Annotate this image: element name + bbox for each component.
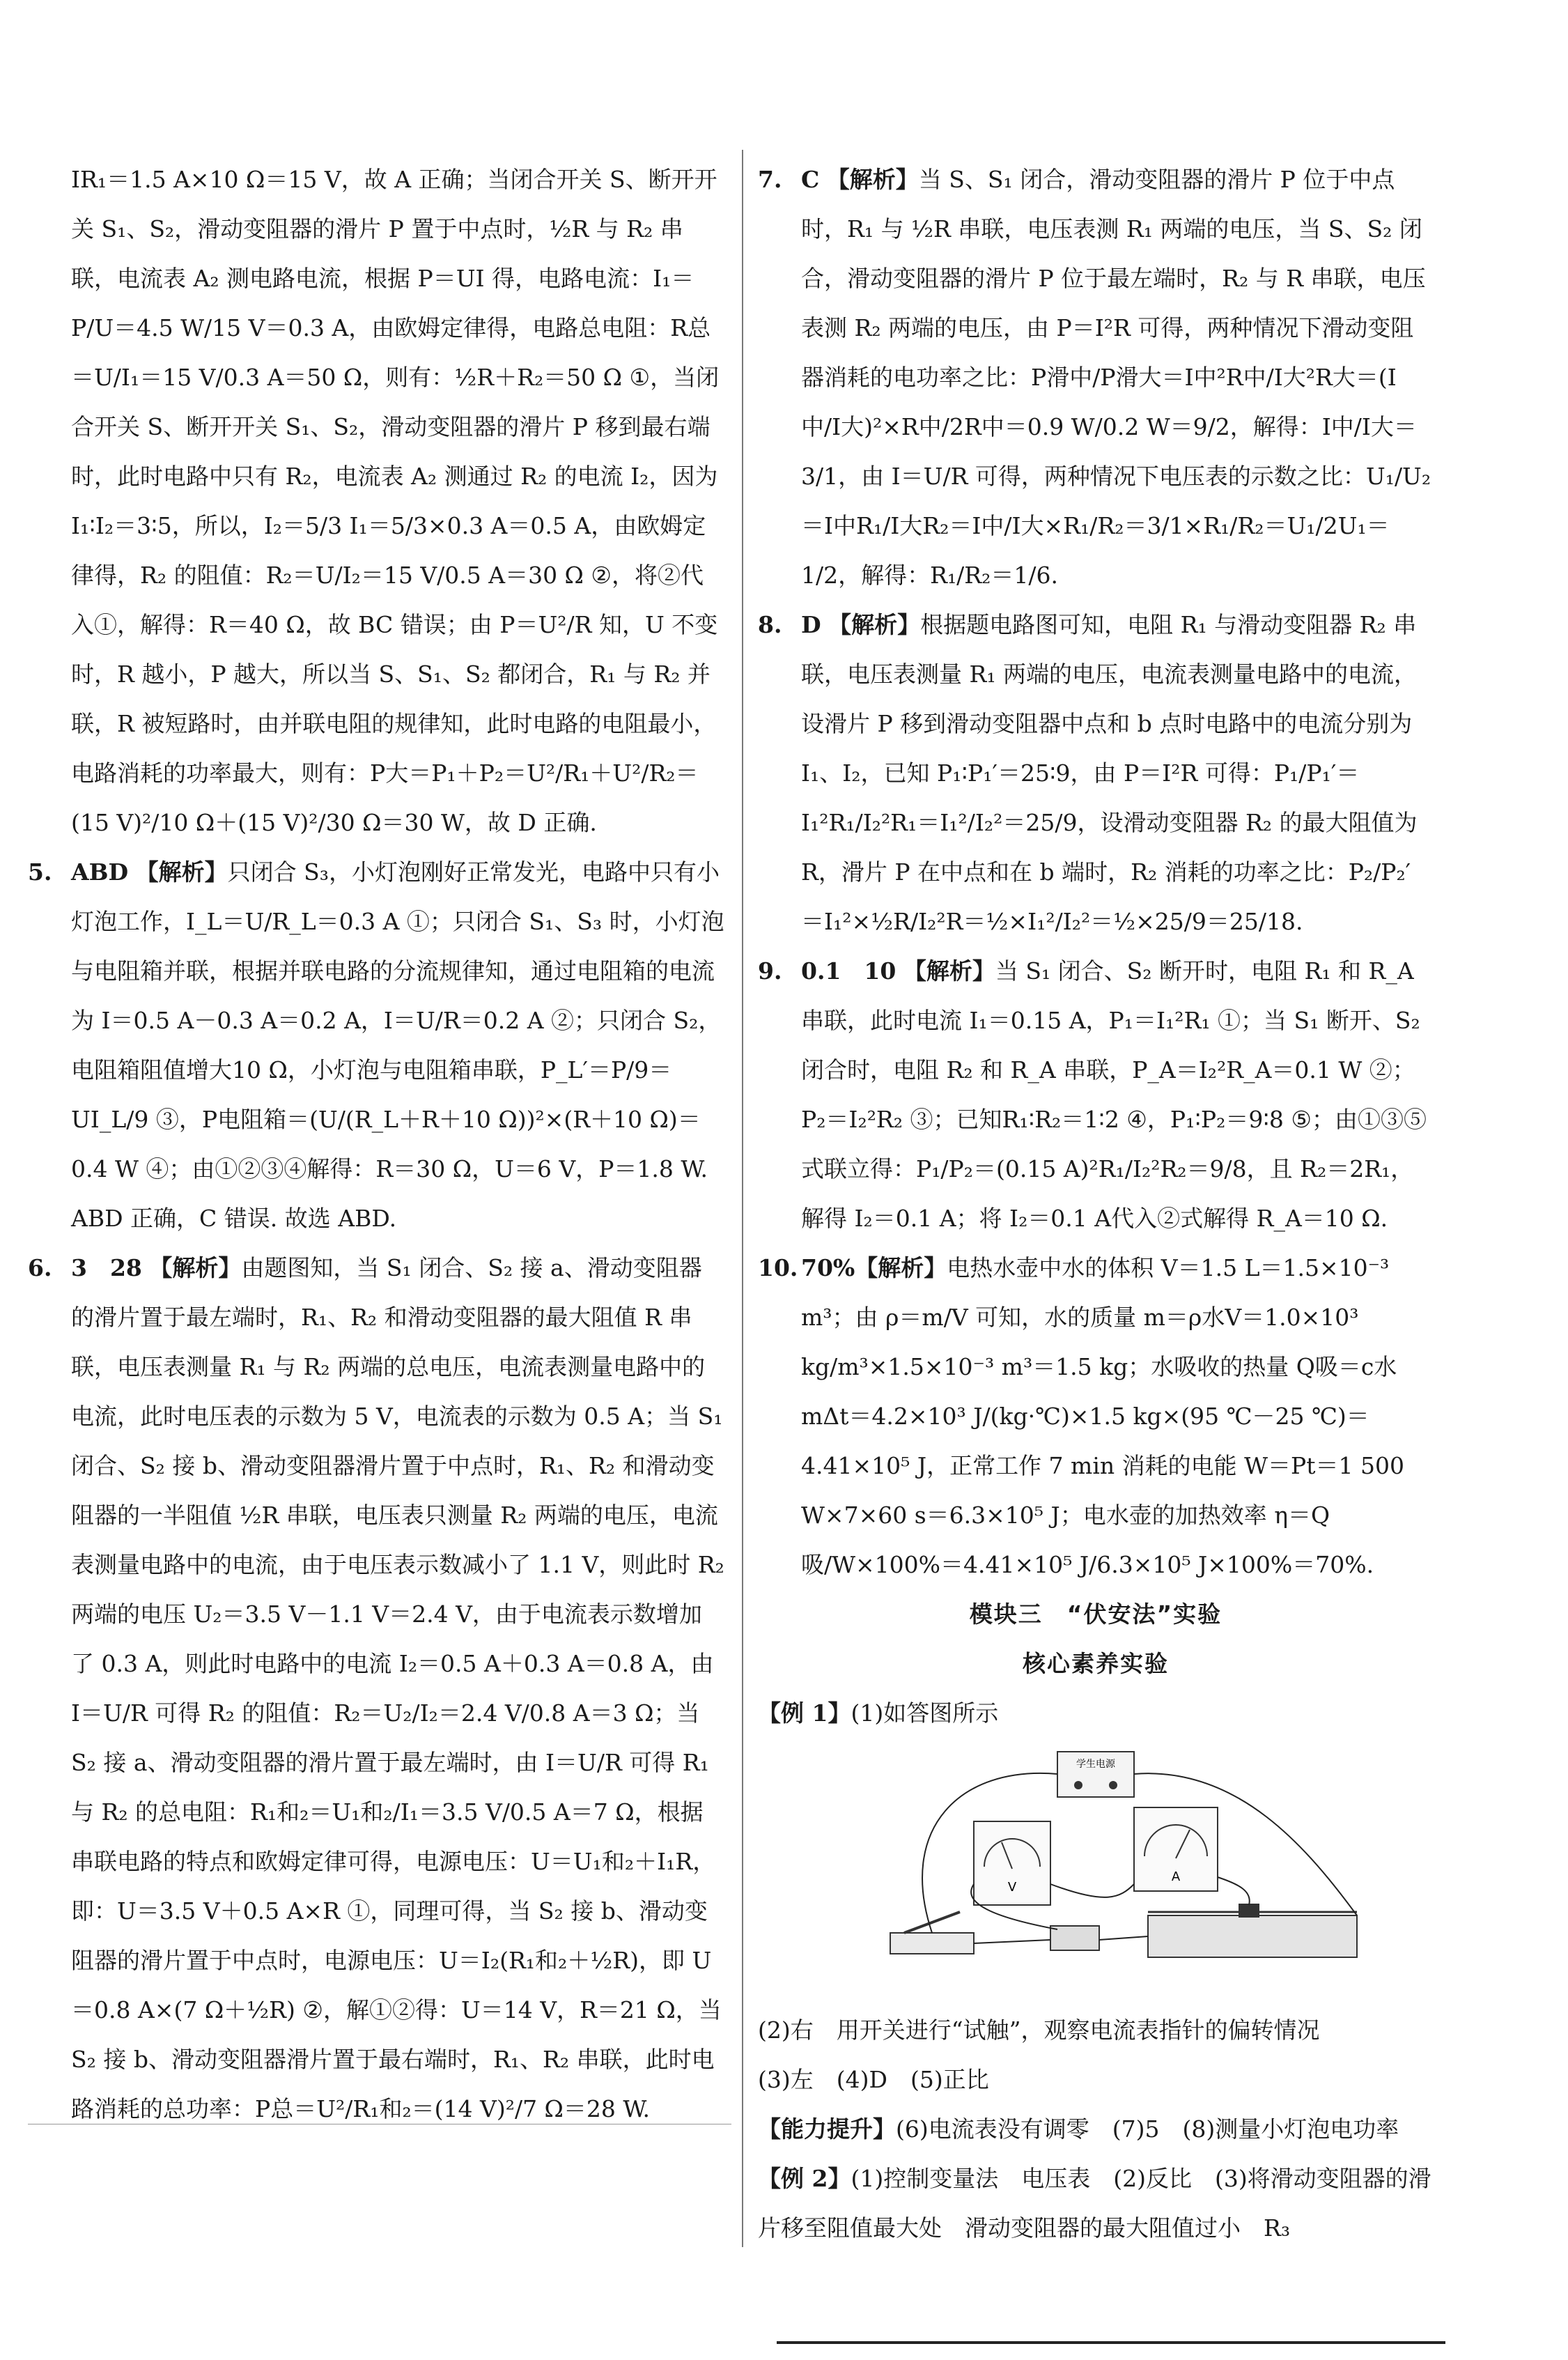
- example-2: [758, 2154, 1434, 2253]
- analysis-tag: 【解析】: [855, 1254, 947, 1281]
- analysis-tag: 【解析】: [135, 858, 228, 886]
- question-9: [758, 946, 1434, 1243]
- terminal-icon: [1109, 1781, 1117, 1789]
- wire: [1099, 1936, 1148, 1940]
- module-heading: 模块三 “伏安法”实验: [969, 1601, 1222, 1628]
- analysis-tag: 【解析】: [903, 957, 995, 985]
- question-8: [758, 600, 1434, 946]
- right-column: [758, 155, 1434, 2253]
- left-column: [28, 155, 724, 2134]
- switch-icon: [890, 1933, 974, 1954]
- answer: D: [801, 611, 821, 638]
- example-tag: 【例 1】: [758, 1699, 851, 1727]
- question-7: [758, 155, 1434, 600]
- voltmeter-label: V: [1007, 1880, 1017, 1895]
- question-number: 8.: [758, 611, 782, 638]
- wire: [1218, 1877, 1250, 1905]
- wire: [974, 1940, 1050, 1943]
- example-text: (1)控制变量法 电压表 (2)反比 (3)将滑动变阻器的滑片移至阻值最大处 滑动变阻器的最大阻值过小 R₃: [758, 2165, 1431, 2242]
- column-divider: [742, 150, 743, 2247]
- answer: ABD: [71, 858, 129, 886]
- sub-heading: 核心素养实验: [1023, 1650, 1169, 1677]
- q4-continued: IR₁＝1.5 A×10 Ω＝15 V，故 A 正确；当闭合开关 S、断开开关 S₁、S₂，滑动变阻器的滑片 P 置于中点时，½R 与 R₂ 串联，电流表 A₂ 测电路电流，根据 P＝UI 得，电路电流：I₁＝P/U＝4.5 W/15 V＝0.3 A，由欧姆定律得，电路总电阻：R总＝U/I₁＝15 V/0.3 A＝50 Ω，则有：½R＋R₂＝50 Ω ①，当闭合开关 S、断开开关 S₁、S₂，滑动变阻器的滑片 P 移到最右端时，此时电路中只有 R₂，电流表 A₂ 测通过 R₂ 的电流 I₂，因为 I₁∶I₂＝3∶5，所以，I₂＝5/3 I₁＝5/3×0.3 A＝0.5 A，由欧姆定律得，R₂ 的阻值：R₂＝U/I₂＝15 V/0.5 A＝30 Ω ②，将②代入①，解得：R＝40 Ω，故 BC 错误；由 P＝U²/R 知，U 不变时，R 越小，P 越大，所以当 S、S₁、S₂ 都闭合，R₁ 与 R₂ 并联，R 被短路时，由并联电阻的规律知，此时电路的电阻最小，电路消耗的功率最大，则有：P大＝P₁＋P₂＝U²/R₁＋U²/R₂＝(15 V)²/10 Ω＋(15 V)²/30 Ω＝30 W，故 D 正确.: [71, 166, 720, 836]
- analysis-text: 根据题电路图可知，电阻 R₁ 与滑动变阻器 R₂ 串联，电压表测量 R₁ 两端的电压，电流表测量电路中的电流，设滑片 P 移到滑动变阻器中点和 b 点时电路中的电流分别为 I₁、I₂，已知 P₁∶P₁′＝25∶9，由 P＝I²R 可得：P₁/P₁′＝I₁²R₁/I₂²R₁＝I₁²/I₂²＝25/9，设滑动变阻器 R₂ 的最大阻值为 R，滑片 P 在中点和在 b 端时，R₂ 消耗的功率之比：P₂/P₂′＝I₁²×½R/I₂²R＝½×I₁²/I₂²＝½×25/9＝25/18.: [801, 611, 1418, 935]
- analysis-text: 电热水壶中水的体积 V＝1.5 L＝1.5×10⁻³ m³；由 ρ＝m/V 可知，水的质量 m＝ρ水V＝1.0×10³ kg/m³×1.5×10⁻³ m³＝1.5 kg；水吸收的热量 Q吸＝c水mΔt＝4.2×10³ J/(kg·℃)×1.5 kg×(95 ℃－25 ℃)＝4.41×10⁵ J，正常工作 7 min 消耗的电能 W＝Pt＝1 500 W×7×60 s＝6.3×10⁵ J；电水壶的加热效率 η＝Q吸/W×100%＝4.41×10⁵ J/6.3×10⁵ J×100%＝70%.: [801, 1254, 1404, 1578]
- question-number: 5.: [28, 858, 52, 886]
- resistor-icon: [1050, 1926, 1099, 1950]
- analysis-tag: 【解析】: [828, 611, 921, 638]
- analysis-text: 只闭合 S₃，小灯泡刚好正常发光，电路中只有小灯泡工作，I_L＝U/R_L＝0.3 A ①；只闭合 S₁、S₃ 时，小灯泡与电阻箱并联，根据并联电路的分流规律知，通过电阻箱的电流为 I＝0.5 A－0.3 A＝0.2 A，I＝U/R＝0.2 A ②；只闭合 S₂，电阻箱阻值增大10 Ω，小灯泡与电阻箱串联，P_L′＝P/9＝UI_L/9 ③，P电阻箱＝(U/(R_L＋R＋10 Ω))²×(R＋10 Ω)＝0.4 W ④；由①②③④解得：R＝30 Ω，U＝6 V，P＝1.8 W. ABD 正确，C 错误. 故选 ABD.: [71, 858, 724, 1232]
- ability-text: (6)电流表没有调零 (7)5 (8)测量小灯泡电功率: [896, 2115, 1399, 2143]
- question-number: 10.: [758, 1254, 798, 1281]
- question-6: [28, 1243, 724, 2134]
- bottom-rule: [777, 2341, 1445, 2344]
- answer: 70%: [801, 1254, 855, 1281]
- terminal-icon: [1074, 1781, 1082, 1789]
- analysis-text: 当 S₁ 闭合、S₂ 断开时，电阻 R₁ 和 R_A 串联，此时电流 I₁＝0.15 A，P₁＝I₁²R₁ ①；当 S₁ 断开、S₂ 闭合时，电阻 R₂ 和 R_A 串联，P_A＝I₂²R_A＝0.1 W ②；P₂＝I₂²R₂ ③；已知R₁∶R₂＝1∶2 ④，P₁∶P₂＝9∶8 ⑤；由①③⑤式联立得：P₁/P₂＝(0.15 A)²R₁/I₂²R₂＝9/8，且 R₂＝2R₁，解得 I₂＝0.1 A；将 I₂＝0.1 A代入②式解得 R_A＝10 Ω.: [801, 957, 1427, 1232]
- analysis-tag: 【解析】: [826, 166, 919, 193]
- analysis-tag: 【解析】: [149, 1254, 242, 1281]
- rheostat-icon: [1148, 1915, 1357, 1957]
- example-line: (1)如答图所示: [851, 1699, 999, 1727]
- circuit-diagram: [876, 1745, 1378, 1982]
- example-1: [758, 1688, 1434, 1738]
- analysis-text: 由题图知，当 S₁ 闭合、S₂ 接 a、滑动变阻器的滑片置于最左端时，R₁、R₂ 和滑动变阻器的最大阻值 R 串联，电压表测量 R₁ 与 R₂ 两端的总电压，电流表测量电路中的电流，此时电压表的示数为 5 V，电流表的示数为 0.5 A；当 S₁ 闭合、S₂ 接 b、滑动变阻器滑片置于中点时，R₁、R₂ 和滑动变阻器的一半阻值 ½R 串联，电压表只测量 R₂ 两端的电压，电流表测量电路中的电流，由于电压表示数减小了 1.1 V，则此时 R₂ 两端的电压 U₂＝3.5 V－1.1 V＝2.4 V，由于电流表示数增加了 0.3 A，则此时电路中的电流 I₂＝0.5 A＋0.3 A＝0.8 A，由 I＝U/R 可得 R₂ 的阻值：R₂＝U₂/I₂＝2.4 V/0.8 A＝3 Ω；当 S₂ 接 a、滑动变阻器的滑片置于最左端时，由 I＝U/R 可得 R₁ 与 R₂ 的总电阻：R₁和₂＝U₁和₂/I₁＝3.5 V/0.5 A＝7 Ω，根据串联电路的特点和欧姆定律可得，电源电压：U＝U₁和₂＋I₁R，即：U＝3.5 V＋0.5 A×R ①，同理可得，当 S₂ 接 b、滑动变阻器的滑片置于中点时，电源电压：U＝I₂(R₁和₂＋½R)，即 U＝0.8 A×(7 Ω＋½R) ②，解①②得：U＝14 V，R＝21 Ω，当 S₂ 接 b、滑动变阻器滑片置于最右端时，R₁、R₂ 串联，此时电路消耗的总功率：P总＝U²/R₁和₂＝(14 V)²/7 Ω＝28 W.: [71, 1254, 724, 2122]
- answer: C: [801, 166, 820, 193]
- ability-boost: [758, 2104, 1434, 2154]
- example-1-line3: (3)左 (4)D (5)正比: [758, 2066, 989, 2093]
- question-number: 7.: [758, 166, 782, 193]
- example-1-line2: (2)右 用开关进行“试触”，观察电流表指针的偏转情况: [758, 2016, 1320, 2044]
- question-number: 6.: [28, 1254, 52, 1281]
- question-10: [758, 1243, 1434, 1589]
- ammeter-label: A: [1171, 1869, 1181, 1884]
- ability-tag: 【能力提升】: [758, 2115, 896, 2143]
- wire: [1050, 1884, 1134, 1897]
- question-5: [28, 847, 724, 1243]
- power-supply-label: 学生电源: [1076, 1759, 1115, 1770]
- answer: 3 28: [71, 1254, 142, 1281]
- example-tag: 【例 2】: [758, 2165, 851, 2192]
- analysis-text: 当 S、S₁ 闭合，滑动变阻器的滑片 P 位于中点时，R₁ 与 ½R 串联，电压表测 R₁ 两端的电压，当 S、S₂ 闭合，滑动变阻器的滑片 P 位于最左端时，R₂ 与 R 串联，电压表测 R₂ 两端的电压，由 P＝I²R 可得，两种情况下滑动变阻器消耗的电功率之比：P滑中/P滑大＝I中²R中/I大²R大＝(I中/I大)²×R中/2R中＝0.9 W/0.2 W＝9/2，解得：I中/I大＝3/1，由 I＝U/R 可得，两种情况下电压表的示数之比：U₁/U₂＝I中R₁/I大R₂＝I中/I大×R₁/R₂＝3/1×R₁/R₂＝U₁/2U₁＝1/2，解得：R₁/R₂＝1/6.: [801, 166, 1431, 589]
- answer: 0.1 10: [801, 957, 896, 985]
- question-number: 9.: [758, 957, 782, 985]
